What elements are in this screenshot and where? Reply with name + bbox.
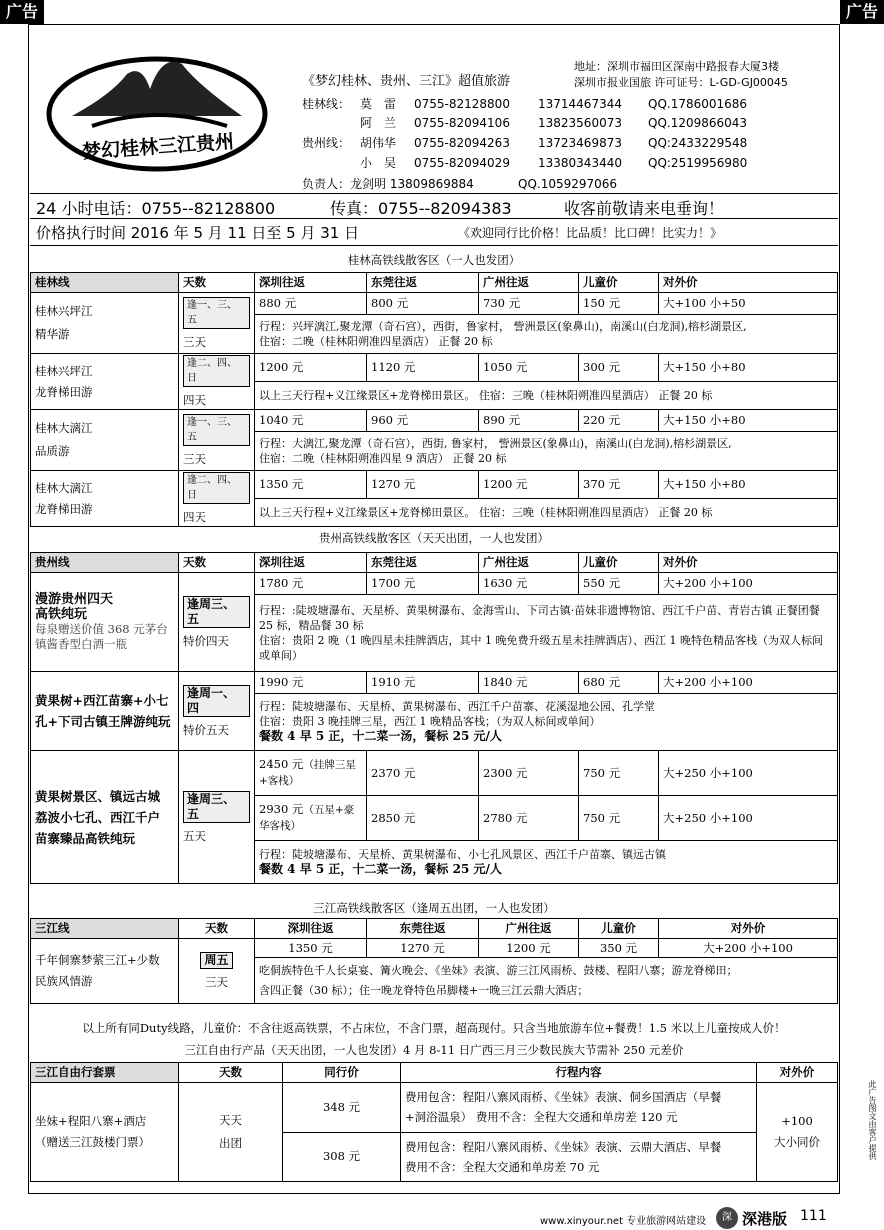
table-row: 桂林兴坪江 精华游 逢一、三、五 三天 880 元 800 元 730 元 150 元 大+100 小+50 xyxy=(31,293,838,315)
table-row: 桂林大漓江 龙脊梯田游 逢二、四、日 四天 1350 元 1270 元 1200 元 370 元 大+150 小+80 xyxy=(31,471,838,499)
logo-icon xyxy=(32,34,282,184)
col-header: 东莞往返 xyxy=(367,273,479,293)
table-row: 桂林大漓江 品质游 逢一、三、五 三天 1040 元 960 元 890 元 220 元 大+150 小+80 xyxy=(31,410,838,432)
table-row: 坐妹+程阳八寨+酒店 （赠送三江鼓楼门票） 天天 出团 348 元 费用包含：程阳八寨风雨桥、《坐妹》表演、侗乡国酒店（早餐 +洞浴温泉） 费用不含：全程大交通和单房差 120 元 +100 大小同价 xyxy=(31,1083,838,1133)
contact-row: 小 吴 0755-82094029 13380343440 QQ:2519956980 xyxy=(360,156,748,170)
divider xyxy=(30,193,838,194)
side-note: 此广告图文由客户提供 xyxy=(868,1080,877,1160)
guizhou-table: 贵州线 天数 深圳往返 东莞往返 广州往返 儿童价 对外价 漫游贵州四天 高铁纯玩 每泉赠送价值 368 元茅台镇酱香型白酒一瓶 逢周三、五 特价四天 1780 元 1700 元 1630 元 550 元 大+200 小+100 行程：:陡坡塘瀑布、天星桥、黄果树瀑布、金海雪山、下司古镇·苗妹非遗博物馆、西江千户苗、青岩古镇 正餐团餐 25 标，精品餐 30 标 住宿：贵阳 2 晚（1 晚四星未挂牌酒店，其中 1 晚免费升级五星未挂牌酒店）、西江 1 晚特色精品客栈（为双人标间或单间） 黄果树+西江苗寨+小七 孔+下司古镇王牌游纯玩 逢周一、四 特价五天 1990 元 1910 元 1840 元 680 元 大+200 小+100 行程：陡坡塘瀑布、天星桥、黄果树瀑布、西江千户苗寨、花溪湿地公园、孔学堂 住宿：贵阳 3 晚挂牌三星，西江 1 晚精品客栈；（为双人标间或单间） 餐数 4 早 5 正，十二菜一汤，餐标 25 元/人 黄果树景区、镇远古城 荔波小七孔、西江千户 苗寨臻品高铁纯玩 逢周三、五 五天 2450 元（挂牌三星+客栈） 2370 元 2300 元 750 元 大+250 小+100 2930 元（五星+豪华客栈） 2850 元 2780 元 750 元 大+250 小+100 行程：陡坡塘瀑布、天星桥、黄果树瀑布、小七孔风景区、西江千户苗寨、镇远古镇 餐数 4 早 5 正，十二菜一汤，餐标 25 元/人 xyxy=(30,552,838,884)
hotline-phone: 24 小时电话：0755--82128800 xyxy=(36,199,276,218)
divider xyxy=(30,245,838,246)
contact-row: 阿 兰 0755-82094106 13823560073 QQ.1209866043 xyxy=(360,116,748,130)
guilin-table: 桂林线 天数 深圳往返 东莞往返 广州往返 儿童价 对外价 桂林兴坪江 精华游 逢一、三、五 三天 880 元 800 元 730 元 150 元 大+100 小+50 行程：兴坪漓江,聚龙潭（奇石宫），西街，鲁家村， 訾洲景区(象鼻山)，南溪山(白龙洞),榕杉湖景区, 住宿：二晚（桂林阳朔准四星酒店） 正餐 20 标 桂林兴坪江 龙脊梯田游 逢二、四、日 四天 1200 元 1120 元 1050 元 300 元 大+150 小+80 以上三天行程+义江缘景区+龙脊梯田景区。 住宿：三晚（桂林阳朔准四星酒店） 正餐 20 标 桂林大漓江 品质游 逢一、三、五 三天 1040 元 960 元 890 元 220 元 大+150 小+80 行程：大漓江,聚龙潭（奇石宫），西街, 鲁家村， 訾洲景区(象鼻山)，南溪山(白龙洞),榕杉湖景区, 住宿：二晚（桂林阳朔准四星 9 酒店） 正餐 20 标 桂林大漓江 龙脊梯田游 逢二、四、日 四天 1350 元 1270 元 1200 元 370 元 大+150 小+80 以上三天行程+义江缘景区+龙脊梯田景区。 住宿：三晚（桂林阳朔准四星酒店） 正餐 20 标 xyxy=(30,272,838,527)
ad-label-right: 广告 xyxy=(840,0,884,24)
manager-row: 负责人：龙剑明 13809869884 QQ.1059297066 xyxy=(302,177,618,191)
page-number: 111 xyxy=(800,1208,827,1224)
edition-badge-icon: 深 xyxy=(716,1207,738,1229)
hotline-slogan: 收客前敬请来电垂询！ xyxy=(564,199,725,218)
sanjiang-table: 三江线 天数 深圳往返 东莞往返 广州往返 儿童价 对外价 千年侗寨梦萦三江+少数 民族风情游 周五 三天 1350 元 1270 元 1200 元 350 元 大+200 小+100 吃侗族特色千人长桌宴、篝火晚会、《坐妹》表演、游三江风雨桥、鼓楼、程阳八寨；游龙脊梯田； 含四正餐（30 标）；住一晚龙脊特色吊脚楼+一晚三江云鼎大酒店； xyxy=(30,918,838,1004)
hotline-fax: 传真：0755--82094383 xyxy=(330,199,512,218)
price-slogan: 《欢迎同行比价格！比品质！比口碑！比实力！》 xyxy=(458,226,723,240)
freetrip-table: 三江自由行套票 天数 同行价 行程内容 对外价 坐妹+程阳八寨+酒店 （赠送三江鼓楼门票） 天天 出团 348 元 费用包含：程阳八寨风雨桥、《坐妹》表演、侗乡国酒店（早餐 +洞浴温泉） 费用不含：全程大交通和单房差 120 元 +100 大小同价 308 元 费用包含：程阳八寨风雨桥、《坐妹》表演、云鼎大酒店、早餐 费用不含：全程大交通和单房差 70 元 xyxy=(30,1062,838,1182)
col-header: 深圳往返 xyxy=(255,273,367,293)
col-header: 天数 xyxy=(179,273,255,293)
col-header: 儿童价 xyxy=(579,273,659,293)
header-title: 《梦幻桂林、贵州、三江》超值旅游 xyxy=(302,74,511,89)
price-period: 价格执行时间 2016 年 5 月 11 日至 5 月 31 日 xyxy=(36,224,360,242)
header-address: 地址：深圳市福田区深南中路报春大厦3楼 xyxy=(574,60,779,73)
logo-text: 梦幻桂林三江贵州 xyxy=(81,130,235,164)
divider xyxy=(30,218,838,219)
sec4-title: 三江自由行产品（天天出团，一人也发团）4 月 8-11 日广西三月三少数民族大节需补 250 元差价 xyxy=(184,1043,684,1057)
table-row: 桂林兴坪江 龙脊梯田游 逢二、四、日 四天 1200 元 1120 元 1050 元 300 元 大+150 小+80 xyxy=(31,354,838,382)
col-header: 对外价 xyxy=(659,273,838,293)
ad-label-left: 广告 xyxy=(0,0,44,24)
contact-row: 贵州线： 胡伟华 0755-82094263 13723469873 QQ:2433229548 xyxy=(302,136,748,150)
sec2-title: 贵州高铁线散客区（天天出团，一人也发团） xyxy=(319,531,549,545)
contact-row: 桂林线： 莫 雷 0755-82128800 13714467344 QQ.1786001686 xyxy=(302,97,748,111)
sec3-title: 三江高铁线散客区（逢周五出团，一人也发团） xyxy=(313,901,555,915)
footer-edition: 深港版 xyxy=(742,1210,788,1228)
logo xyxy=(32,34,282,184)
table-row: 千年侗寨梦萦三江+少数 民族风情游 周五 三天 1350 元 1270 元 1200 元 350 元 大+200 小+100 xyxy=(31,939,838,958)
col-header: 桂林线 xyxy=(31,273,179,293)
header-license: 深圳市报业国旅 许可证号：L-GD-GJ00045 xyxy=(574,76,788,89)
sec1-title: 桂林高铁线散客区（一人也发团） xyxy=(347,253,521,267)
table-row: 黄果树+西江苗寨+小七 孔+下司古镇王牌游纯玩 逢周一、四 特价五天 1990 元 1910 元 1840 元 680 元 大+200 小+100 xyxy=(31,672,838,694)
child-note: 以上所有同Duty线路，儿童价：不含往返高铁票，不占床位，不含门票，超高现付。只含当地旅游车位+餐费！1.5 米以上儿童按成人价！ xyxy=(82,1021,786,1035)
table-row: 漫游贵州四天 高铁纯玩 每泉赠送价值 368 元茅台镇酱香型白酒一瓶 逢周三、五 特价四天 1780 元 1700 元 1630 元 550 元 大+200 小+100 xyxy=(31,573,838,595)
table-row: 黄果树景区、镇远古城 荔波小七孔、西江千户 苗寨臻品高铁纯玩 逢周三、五 五天 2450 元（挂牌三星+客栈） 2370 元 2300 元 750 元 大+250 小+100 xyxy=(31,751,838,796)
col-header: 广州往返 xyxy=(479,273,579,293)
footer-site: www.xinyour.net 专业旅游网站建设 xyxy=(540,1216,707,1227)
